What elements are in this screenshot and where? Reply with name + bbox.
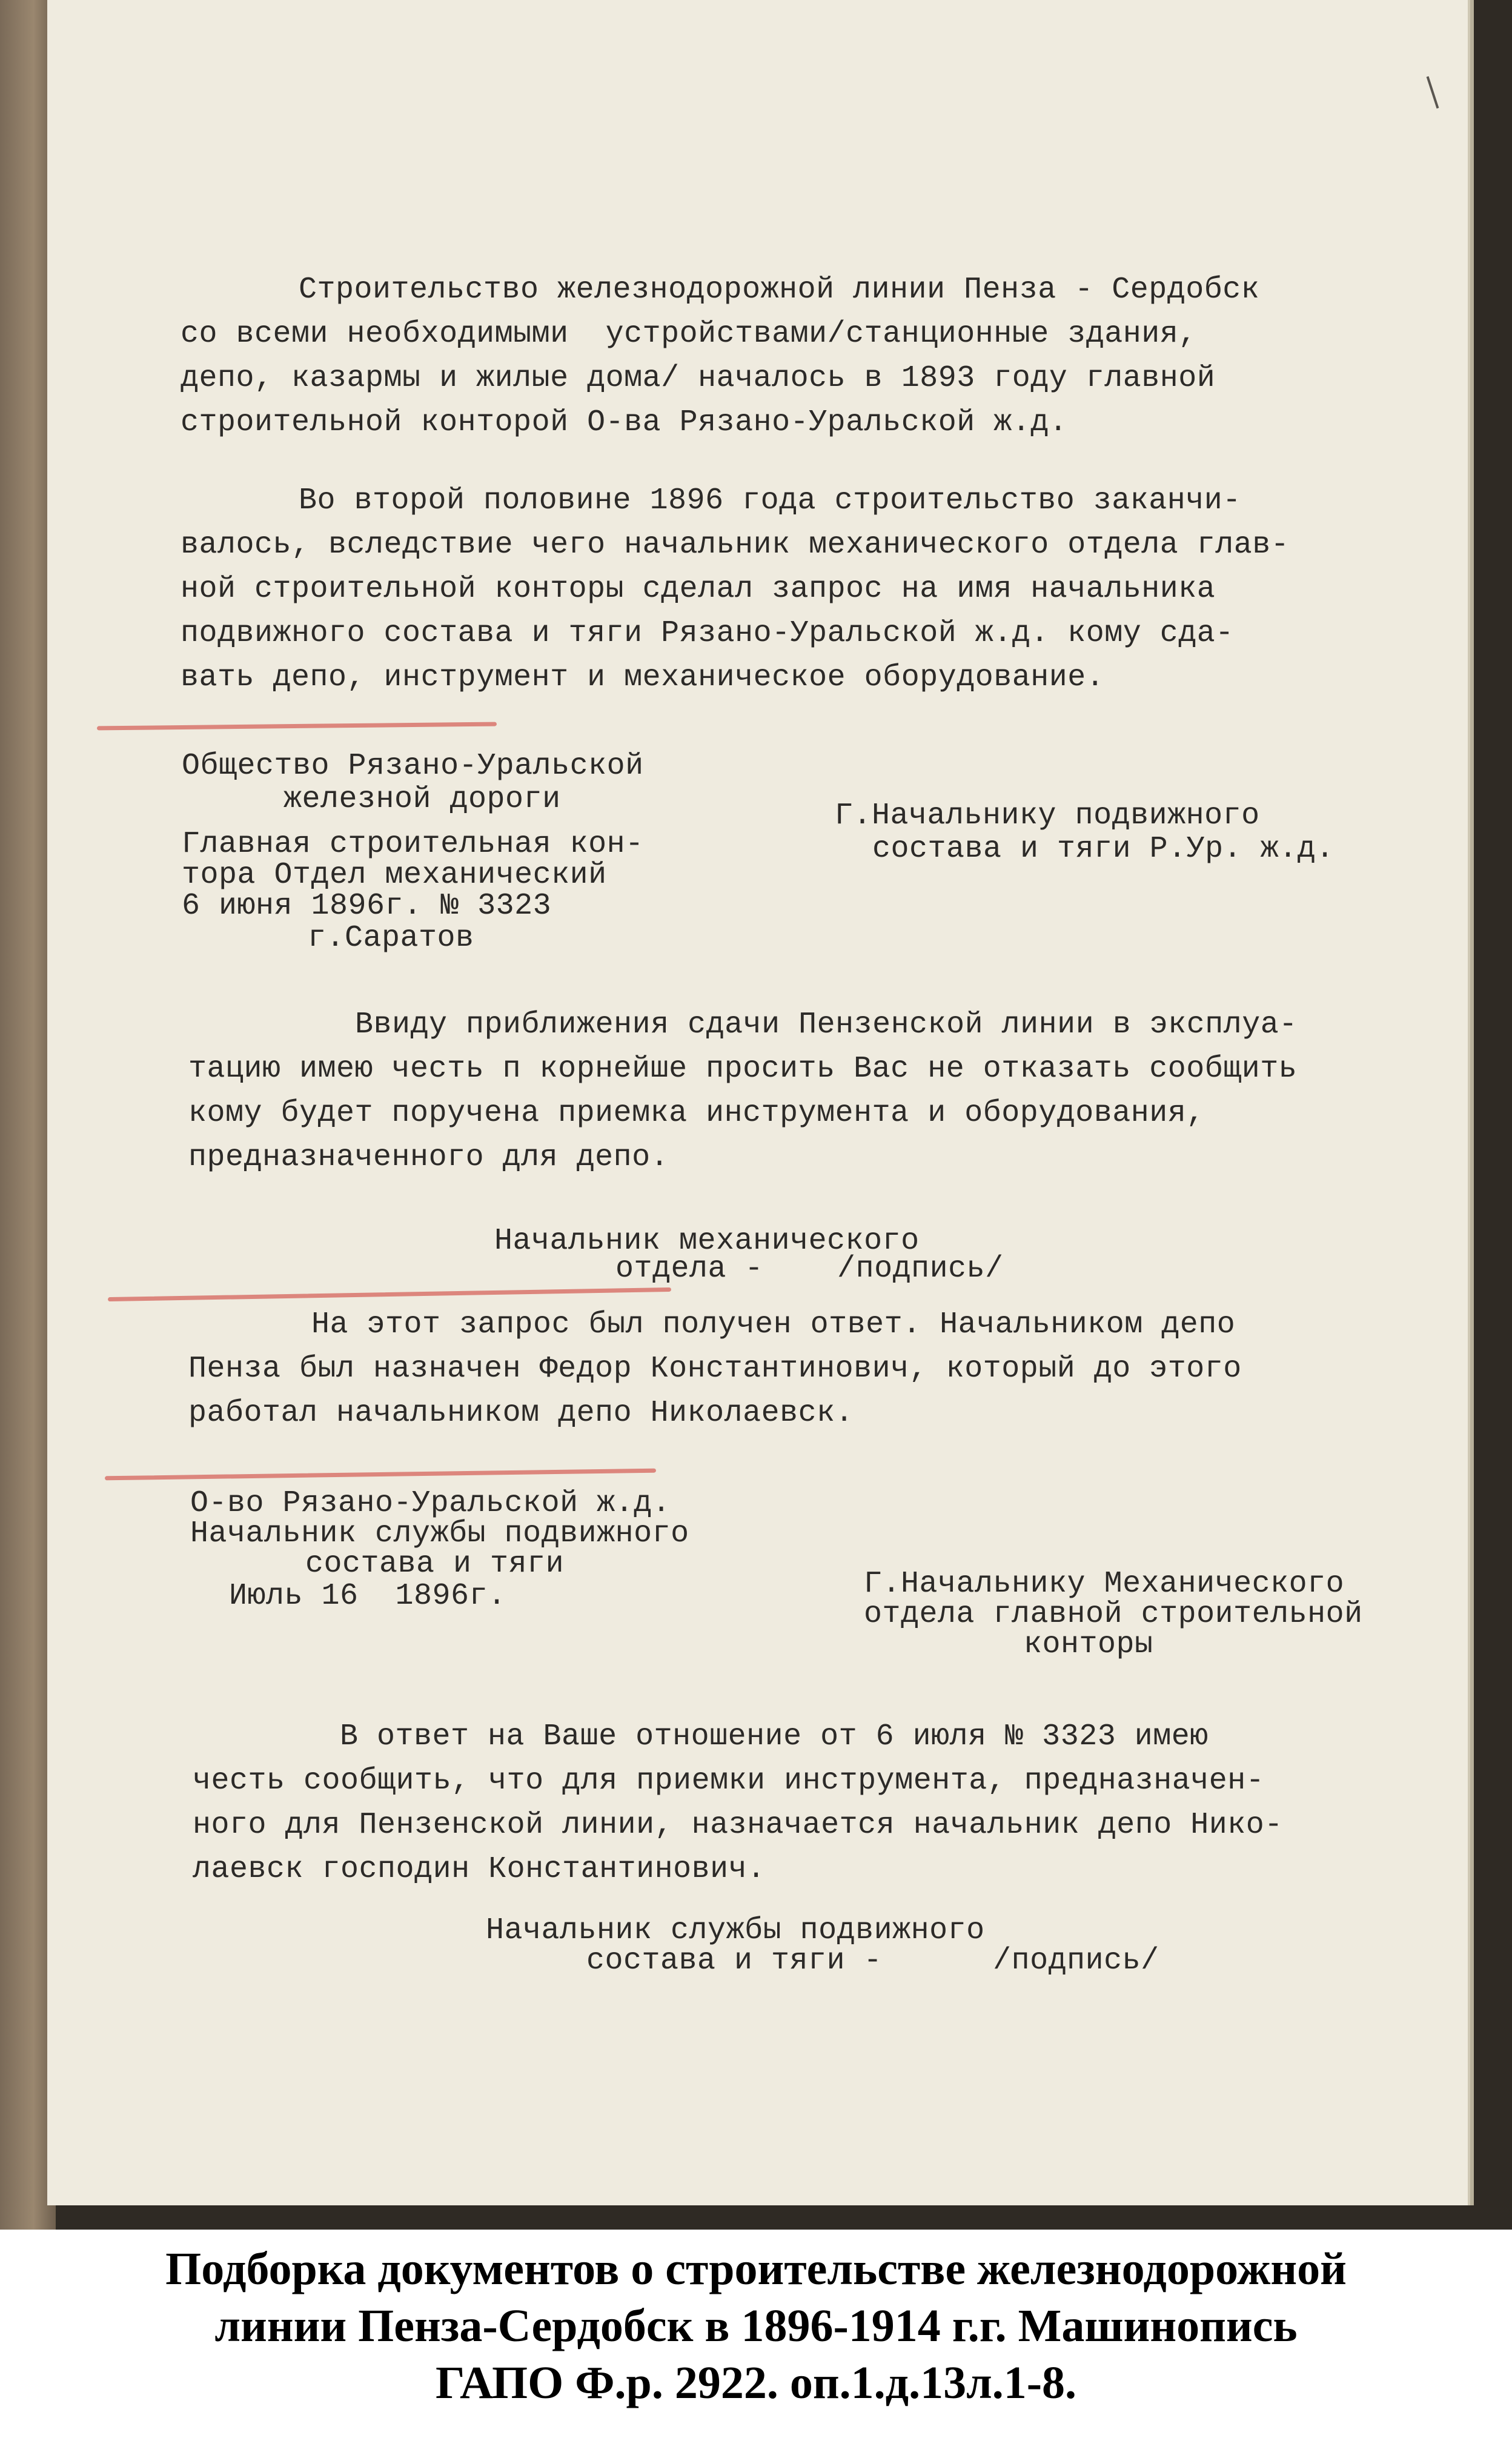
margin-pencil-mark bbox=[1427, 76, 1439, 109]
paragraph-line: Пенза был назначен Федор Константинович, который до этого bbox=[188, 1352, 1242, 1386]
letter2-addressee-line: конторы bbox=[1024, 1627, 1153, 1662]
letter2-body-line: ного для Пензенской линии, назначается начальник депо Нико- bbox=[193, 1808, 1283, 1842]
letter1-body-line: предназначенного для депо. bbox=[188, 1140, 669, 1175]
letter1-sender-line: г.Саратов bbox=[308, 921, 474, 955]
letter2-body-line: лаевск господин Константинович. bbox=[193, 1852, 766, 1887]
letter2-addressee-line: отдела главной строительной bbox=[864, 1597, 1363, 1632]
letter1-sender-line: железной дороги bbox=[284, 782, 561, 817]
letter2-body-line: честь сообщить, что для приемки инструмента, предназначен- bbox=[193, 1764, 1265, 1798]
red-pencil-underline bbox=[97, 722, 497, 731]
letter1-addressee-line: Г.Начальнику подвижного bbox=[835, 799, 1260, 833]
red-pencil-underline bbox=[105, 1469, 656, 1481]
intro-line: депо, казармы и жилые дома/ началось в 1893 году главной bbox=[181, 361, 1216, 396]
letter1-body-line: кому будет поручена приемка инструмента и оборудования, bbox=[188, 1096, 1205, 1131]
letter2-addressee-line: Г.Начальнику Механического bbox=[864, 1567, 1345, 1601]
letter2-signature-line: Начальник службы подвижного bbox=[486, 1913, 985, 1948]
paragraph-line: подвижного состава и тяги Рязано-Уральской ж.д. кому сда- bbox=[181, 616, 1234, 651]
letter2-sender-line: состава и тяги bbox=[305, 1547, 565, 1581]
letter2-body-line: В ответ на Ваше отношение от 6 июля № 3323 имею bbox=[340, 1719, 1209, 1754]
intro-line: со всеми необходимыми устройствами/станционные здания, bbox=[181, 317, 1197, 351]
paragraph-line: валось, вследствие чего начальник механического отдела глав- bbox=[181, 528, 1290, 562]
document-page bbox=[47, 0, 1468, 2205]
paragraph-line: работал начальником депо Николаевск. bbox=[188, 1396, 854, 1430]
letter1-sender-line: Общество Рязано-Уральской bbox=[182, 749, 644, 783]
letter2-sender-line: Июль 16 1896г. bbox=[229, 1579, 506, 1613]
letter1-sender-line: Главная строительная кон- bbox=[182, 827, 644, 862]
letter1-sender-line: тора Отдел механический bbox=[182, 858, 607, 892]
letter1-sender-line: 6 июня 1896г. № 3323 bbox=[182, 889, 552, 923]
intro-line: Строительство железнодорожной линии Пенза - Сердобск bbox=[299, 273, 1260, 307]
letter1-signature-line: Начальник механического bbox=[494, 1224, 920, 1258]
letter1-body-line: тацию имею честь п корнейше просить Вас не отказать сообщить bbox=[188, 1052, 1298, 1086]
caption bbox=[0, 2230, 1512, 2438]
letter1-signature-line: отдела - /подпись/ bbox=[615, 1252, 1004, 1286]
paragraph-line: вать депо, инструмент и механическое оборудование. bbox=[181, 660, 1105, 695]
red-pencil-underline bbox=[108, 1287, 671, 1301]
letter2-sender-line: О-во Рязано-Уральской ж.д. bbox=[190, 1486, 671, 1521]
letter2-sender-line: Начальник службы подвижного bbox=[190, 1516, 689, 1551]
intro-line: строительной конторой О-ва Рязано-Уральской ж.д. bbox=[181, 405, 1068, 440]
paragraph-line: На этот запрос был получен ответ. Начальником депо bbox=[311, 1307, 1236, 1342]
letter2-signature-line: состава и тяги - /подпись/ bbox=[586, 1944, 1159, 1978]
paragraph-line: Во второй половине 1896 года строительство заканчи- bbox=[299, 483, 1241, 518]
letter1-addressee-line: состава и тяги Р.Ур. ж.д. bbox=[872, 832, 1335, 866]
paragraph-line: ной строительной конторы сделал запрос на имя начальника bbox=[181, 572, 1216, 606]
caption-line: линии Пенза-Сердобск в 1896-1914 г.г. Машинопись bbox=[214, 2300, 1298, 2351]
caption-line: Подборка документов о строительстве железнодорожной bbox=[165, 2244, 1347, 2294]
caption-line: ГАПО Ф.р. 2922. оп.1.д.13л.1-8. bbox=[435, 2357, 1077, 2408]
letter1-body-line: Ввиду приближения сдачи Пензенской линии в эксплуа- bbox=[355, 1008, 1298, 1042]
